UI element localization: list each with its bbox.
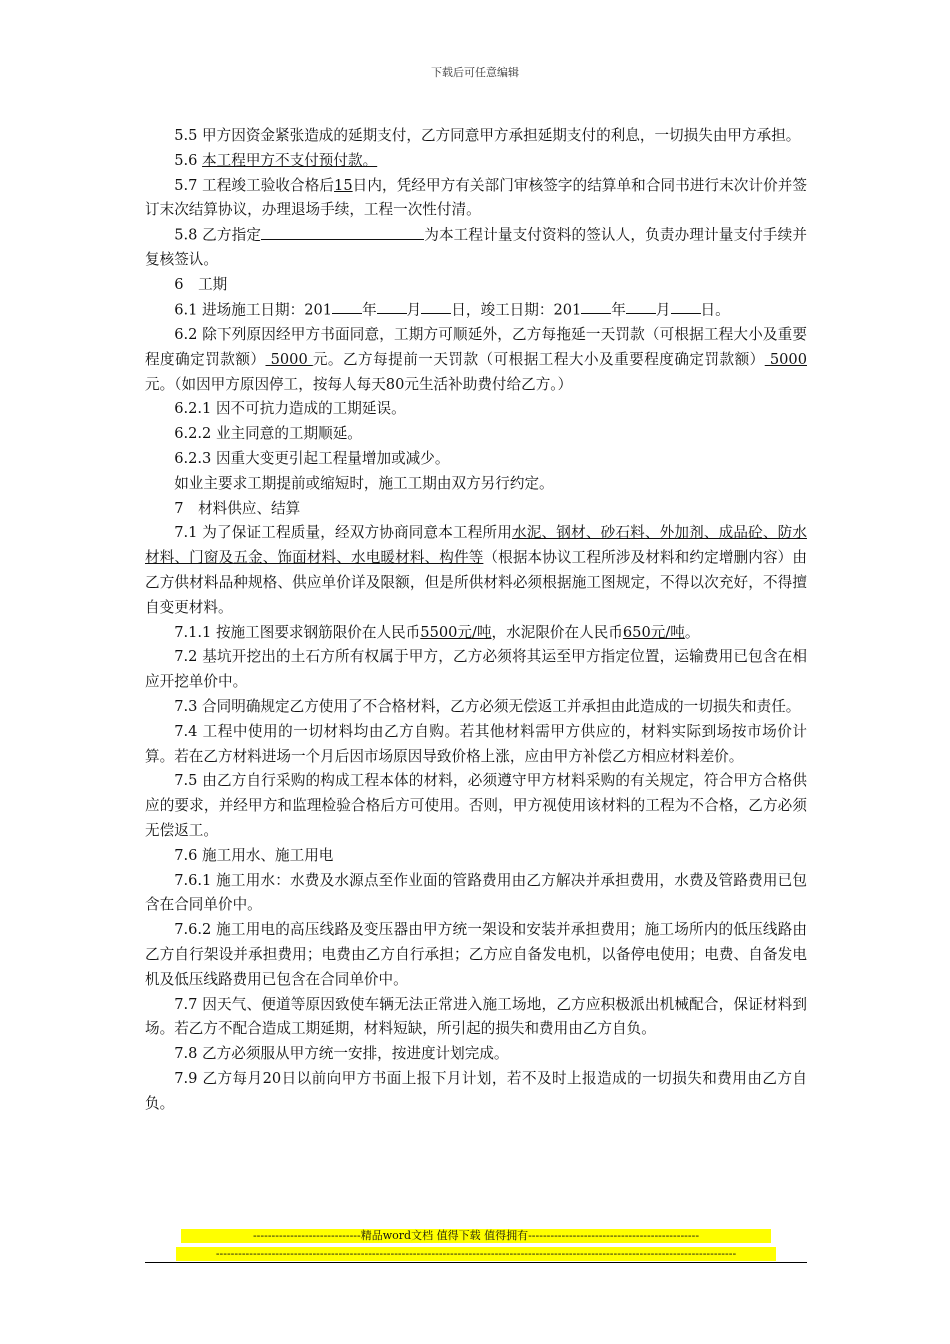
clause-7-6: 7.6 施工用水、施工用电 bbox=[174, 846, 334, 864]
section-6-heading: 6 工期 bbox=[174, 276, 228, 294]
clause-7-4: 7.4 工程中使用的一切材料均由乙方自购。若其他材料需甲方供应的，材料实际到场按市场价计算。若在乙方材料进场一个月后因市场原因导致价格上涨，应由甲方补偿乙方相应材料差价。 bbox=[145, 722, 807, 765]
clause-7-6-2: 7.6.2 施工用电的高压线路及变压器由甲方统一架设和安装并承担费用；施工场所内的低压线路由乙方自行架设并承担费用；电费由乙方自行承担；乙方应自备发电机，以备停电使用；电费、自备发电机及低压线路费用已包含在合同单价中。 bbox=[145, 921, 807, 988]
clause-6-2-2: 6.2.2 业主同意的工期顺延。 bbox=[174, 425, 362, 443]
clause-5-8: 5.8 乙方指定 为本工程计量支付资料的签认人，负责办理计量支付手续并复核签认。 bbox=[145, 223, 807, 273]
start-month-blank[interactable] bbox=[377, 298, 407, 314]
end-day-blank[interactable] bbox=[671, 298, 701, 314]
start-year-blank[interactable] bbox=[332, 298, 362, 314]
page-header: 下载后可任意编辑 bbox=[431, 66, 519, 79]
footer-banner-line-1: -----------------------------精品word文档 值得下载 值得拥有---------------------------------------------- bbox=[181, 1229, 771, 1243]
clause-7-1-1: 7.1.1 按施工图要求钢筋限价在人民币5500元/吨，水泥限价在人民币650元/吨。 bbox=[174, 623, 700, 641]
document-body bbox=[145, 124, 807, 1117]
section-7-heading: 7 材料供应、结算 bbox=[174, 499, 301, 517]
clause-6-2-3: 6.2.3 因重大变更引起工程量增加或减少。 bbox=[174, 450, 450, 468]
clause-6-2: 6.2 除下列原因经甲方书面同意，工期方可顺延外，乙方每拖延一天罚款（可根据工程大小及重要程度确定罚款额） 5000 元。乙方每提前一天罚款（可根据工程大小及重要程度确定罚款额） 5000 元。（如因甲方原因停工，按每人每天80元生活补助费付给乙方。） bbox=[145, 326, 807, 393]
start-day-blank[interactable] bbox=[421, 298, 451, 314]
footer-rule bbox=[145, 1262, 807, 1263]
clause-7-1: 7.1 为了保证工程质量，经双方协商同意本工程所用水泥、钢材、砂石料、外加剂、成品砼、防水材料、门窗及五金、饰面材料、水电暖材料、构件等（根据本协议工程所涉及材料和约定增删内容）由乙方供材料品种规格、供应单价详及限额，但是所供材料必须根据施工图规定，不得以次充好，不得擅自变更材料。 bbox=[145, 524, 807, 616]
clause-7-8: 7.8 乙方必须服从甲方统一安排，按进度计划完成。 bbox=[174, 1045, 509, 1063]
clause-6-note: 如业主要求工期提前或缩短时，施工工期由双方另行约定。 bbox=[174, 474, 554, 492]
clause-7-9: 7.9 乙方每月20日以前向甲方书面上报下月计划，若不及时上报造成的一切损失和费用由乙方自负。 bbox=[145, 1069, 807, 1112]
footer-banner-line-2: -------------------------------------------------------------------------------------------------------------------------------------------- bbox=[176, 1247, 776, 1261]
clause-6-2-1: 6.2.1 因不可抗力造成的工期延误。 bbox=[174, 400, 406, 418]
clause-5-6: 5.6 本工程甲方不支付预付款。 bbox=[174, 151, 378, 169]
clause-5-7: 5.7 工程竣工验收合格后15日内，凭经甲方有关部门审核签字的结算单和合同书进行末次计价并签订末次结算协议，办理退场手续，工程一次性付清。 bbox=[145, 176, 807, 219]
clause-7-7: 7.7 因天气、便道等原因致使车辆无法正常进入施工场地，乙方应积极派出机械配合，保证材料到场。若乙方不配合造成工期延期，材料短缺，所引起的损失和费用由乙方自负。 bbox=[145, 995, 807, 1038]
clause-5-5: 5.5 甲方因资金紧张造成的延期支付，乙方同意甲方承担延期支付的利息，一切损失由甲方承担。 bbox=[174, 127, 801, 144]
clause-6-1: 6.1 进场施工日期：201 年 月 日，竣工日期：201 年 月 日。 bbox=[145, 298, 807, 323]
clause-7-2: 7.2 基坑开挖出的土石方所有权属于甲方，乙方必须将其运至甲方指定位置，运输费用已包含在相应开挖单价中。 bbox=[145, 648, 807, 691]
end-year-blank[interactable] bbox=[581, 298, 611, 314]
page-footer bbox=[145, 1229, 807, 1265]
end-month-blank[interactable] bbox=[626, 298, 656, 314]
clause-7-3: 7.3 合同明确规定乙方使用了不合格材料，乙方必须无偿返工并承担由此造成的一切损失和责任。 bbox=[174, 697, 801, 715]
signatory-blank[interactable] bbox=[261, 223, 424, 239]
clause-7-6-1: 7.6.1 施工用水：水费及水源点至作业面的管路费用由乙方解决并承担费用，水费及管路费用已包含在合同单价中。 bbox=[145, 871, 807, 914]
clause-7-5: 7.5 由乙方自行采购的构成工程本体的材料，必须遵守甲方材料采购的有关规定，符合甲方合格供应的要求，并经甲方和监理检验合格后方可使用。否则，甲方视使用该材料的工程为不合格，乙方必须无偿返工。 bbox=[145, 772, 807, 839]
